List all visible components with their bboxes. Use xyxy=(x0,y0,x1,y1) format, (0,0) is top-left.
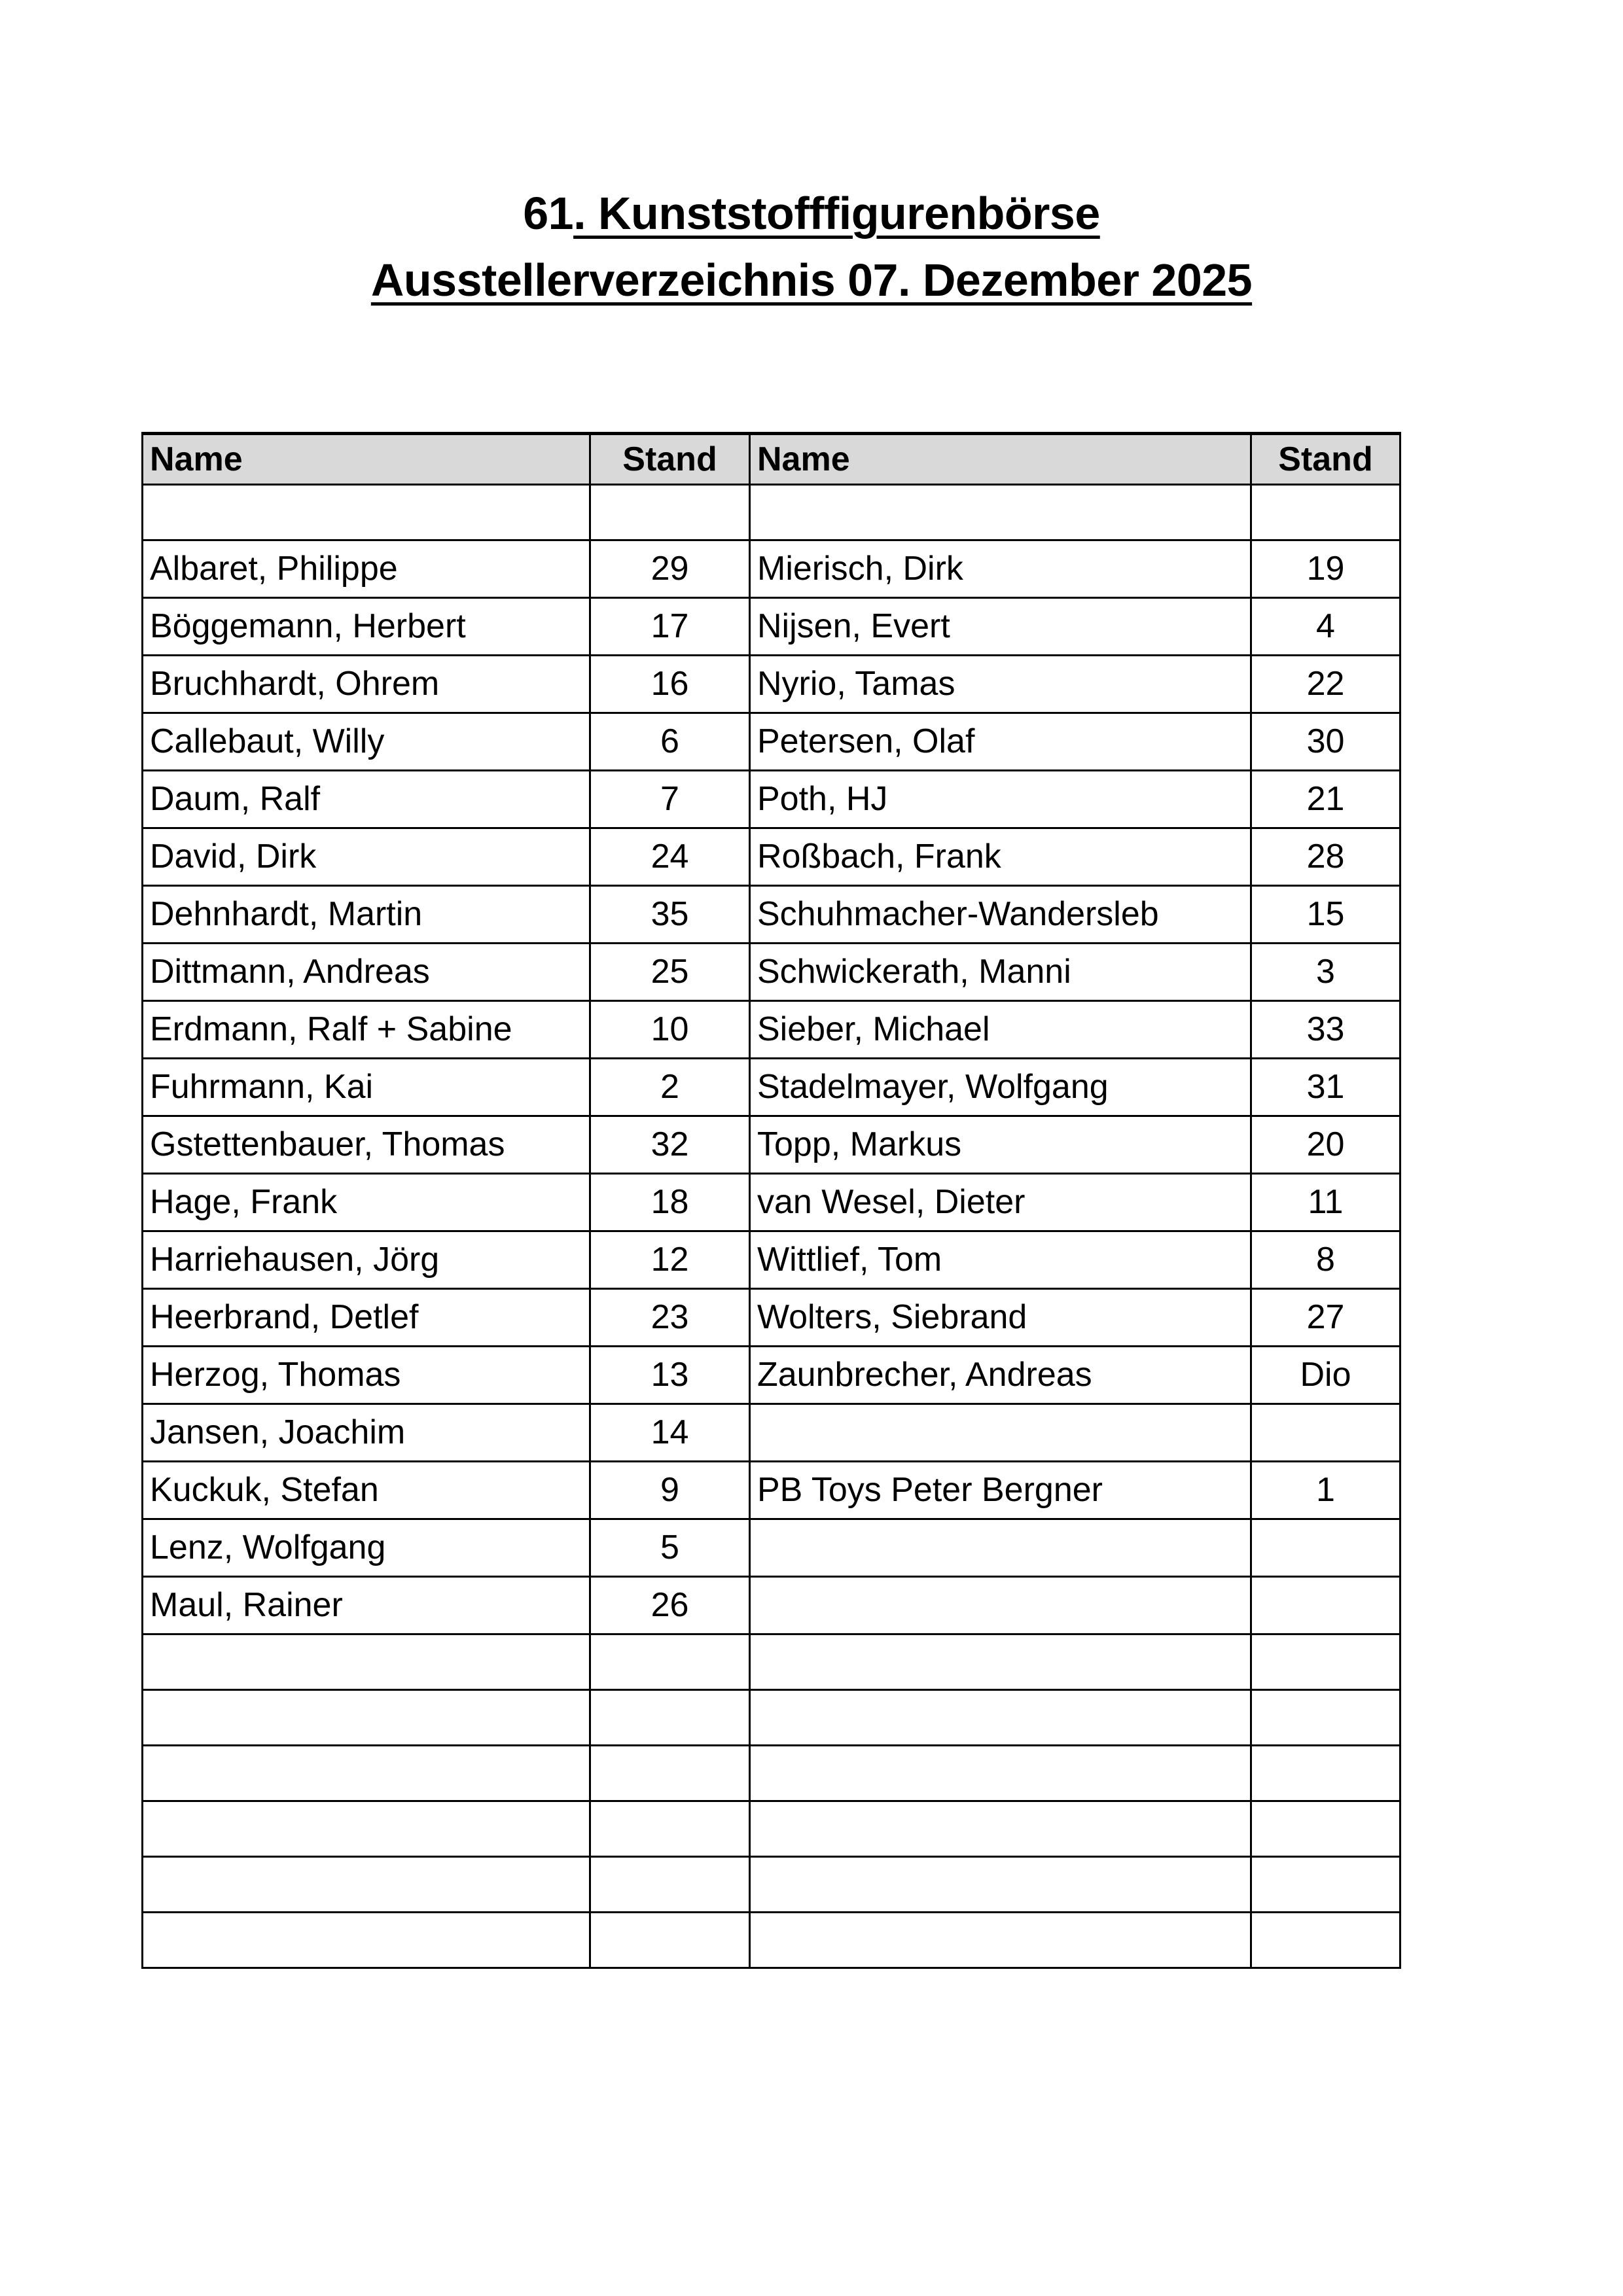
table-row xyxy=(143,886,1400,944)
exhibitor-name-left: Hage, Frank xyxy=(143,1174,590,1231)
exhibitor-name-right xyxy=(750,485,1251,540)
exhibitor-name-right: Mierisch, Dirk xyxy=(750,540,1251,598)
stand-number-left: 2 xyxy=(590,1059,750,1116)
stand-number-left: 18 xyxy=(590,1174,750,1231)
exhibitor-name-right xyxy=(750,1519,1251,1577)
exhibitor-name-left: David, Dirk xyxy=(143,828,590,886)
stand-number-right: 1 xyxy=(1251,1462,1400,1519)
table-row xyxy=(143,1347,1400,1404)
table-row xyxy=(143,771,1400,828)
stand-number-right: 33 xyxy=(1251,1001,1400,1059)
stand-number-right xyxy=(1251,1634,1400,1690)
exhibitor-name-right: Nyrio, Tamas xyxy=(750,656,1251,713)
exhibitor-name-right: Sieber, Michael xyxy=(750,1001,1251,1059)
exhibitor-name-right xyxy=(750,1801,1251,1857)
stand-number-right: 15 xyxy=(1251,886,1400,944)
table-row xyxy=(143,485,1400,540)
table-row xyxy=(143,1857,1400,1913)
table-row xyxy=(143,1690,1400,1746)
table-row xyxy=(143,713,1400,771)
exhibitor-name-left: Kuckuk, Stefan xyxy=(143,1462,590,1519)
stand-number-left: 14 xyxy=(590,1404,750,1462)
exhibitor-name-left: Herzog, Thomas xyxy=(143,1347,590,1404)
stand-number-left: 25 xyxy=(590,944,750,1001)
table-row xyxy=(143,1116,1400,1174)
exhibitor-name-right: Poth, HJ xyxy=(750,771,1251,828)
stand-number-left: 9 xyxy=(590,1462,750,1519)
exhibitor-name-left: Maul, Rainer xyxy=(143,1577,590,1634)
table-row xyxy=(143,656,1400,713)
stand-number-right xyxy=(1251,1577,1400,1634)
stand-number-left: 12 xyxy=(590,1231,750,1289)
header-name-right: Name xyxy=(750,434,1251,485)
exhibitor-name-right: Wittlief, Tom xyxy=(750,1231,1251,1289)
table-row xyxy=(143,1059,1400,1116)
exhibitor-table xyxy=(141,432,1401,1969)
exhibitor-name-left xyxy=(143,1634,590,1690)
stand-number-right xyxy=(1251,1519,1400,1577)
stand-number-left xyxy=(590,1913,750,1968)
stand-number-right: 8 xyxy=(1251,1231,1400,1289)
table-row xyxy=(143,1231,1400,1289)
exhibitor-name-right: Topp, Markus xyxy=(750,1116,1251,1174)
stand-number-right: 30 xyxy=(1251,713,1400,771)
table-row xyxy=(143,1462,1400,1519)
stand-number-left xyxy=(590,1746,750,1801)
table-row xyxy=(143,1174,1400,1231)
subtitle-text: Ausstellerverzeichnis 07. Dezember 2025 xyxy=(370,255,1253,306)
stand-number-right: 31 xyxy=(1251,1059,1400,1116)
exhibitor-name-left xyxy=(143,1801,590,1857)
stand-number-right: 3 xyxy=(1251,944,1400,1001)
table-row xyxy=(143,1001,1400,1059)
table-row xyxy=(143,1801,1400,1857)
exhibitor-name-left: Jansen, Joachim xyxy=(143,1404,590,1462)
exhibitor-name-right: Zaunbrecher, Andreas xyxy=(750,1347,1251,1404)
exhibitor-name-right: Schwickerath, Manni xyxy=(750,944,1251,1001)
stand-number-right: 20 xyxy=(1251,1116,1400,1174)
stand-number-left: 24 xyxy=(590,828,750,886)
title-event-name: . Kunststofffigurenbörse xyxy=(573,188,1100,239)
stand-number-left: 17 xyxy=(590,598,750,656)
exhibitor-name-right xyxy=(750,1577,1251,1634)
document-subtitle xyxy=(0,247,1623,313)
stand-number-left: 6 xyxy=(590,713,750,771)
stand-number-left xyxy=(590,1634,750,1690)
table-header-row xyxy=(143,434,1400,485)
exhibitor-name-left: Harriehausen, Jörg xyxy=(143,1231,590,1289)
stand-number-left xyxy=(590,485,750,540)
stand-number-left xyxy=(590,1857,750,1913)
stand-number-right: 4 xyxy=(1251,598,1400,656)
exhibitor-name-left: Bruchhardt, Ohrem xyxy=(143,656,590,713)
exhibitor-name-right xyxy=(750,1634,1251,1690)
exhibitor-name-left xyxy=(143,485,590,540)
exhibitor-name-left: Gstettenbauer, Thomas xyxy=(143,1116,590,1174)
exhibitor-name-right xyxy=(750,1913,1251,1968)
document-title xyxy=(0,181,1623,246)
table-row xyxy=(143,944,1400,1001)
table-row xyxy=(143,828,1400,886)
exhibitor-name-right xyxy=(750,1857,1251,1913)
stand-number-right: 27 xyxy=(1251,1289,1400,1347)
stand-number-right: 19 xyxy=(1251,540,1400,598)
stand-number-right: 11 xyxy=(1251,1174,1400,1231)
exhibitor-name-right: Schuhmacher-Wandersleb xyxy=(750,886,1251,944)
exhibitor-name-right: Wolters, Siebrand xyxy=(750,1289,1251,1347)
header-stand-right: Stand xyxy=(1251,434,1400,485)
stand-number-left: 16 xyxy=(590,656,750,713)
table-body xyxy=(143,485,1400,1968)
exhibitor-name-left: Daum, Ralf xyxy=(143,771,590,828)
stand-number-right: 21 xyxy=(1251,771,1400,828)
stand-number-right xyxy=(1251,1801,1400,1857)
exhibitor-name-right: Stadelmayer, Wolfgang xyxy=(750,1059,1251,1116)
exhibitor-name-left xyxy=(143,1857,590,1913)
stand-number-left xyxy=(590,1690,750,1746)
table-row xyxy=(143,1289,1400,1347)
stand-number-right xyxy=(1251,1746,1400,1801)
exhibitor-name-right: van Wesel, Dieter xyxy=(750,1174,1251,1231)
stand-number-right: Dio xyxy=(1251,1347,1400,1404)
exhibitor-name-left: Fuhrmann, Kai xyxy=(143,1059,590,1116)
stand-number-right xyxy=(1251,485,1400,540)
table-row xyxy=(143,1634,1400,1690)
table-row xyxy=(143,1746,1400,1801)
stand-number-left: 10 xyxy=(590,1001,750,1059)
table-row xyxy=(143,1404,1400,1462)
table-row xyxy=(143,1577,1400,1634)
table-row xyxy=(143,1519,1400,1577)
stand-number-left: 26 xyxy=(590,1577,750,1634)
exhibitor-name-left: Böggemann, Herbert xyxy=(143,598,590,656)
exhibitor-name-right: Roßbach, Frank xyxy=(750,828,1251,886)
exhibitor-name-left: Heerbrand, Detlef xyxy=(143,1289,590,1347)
exhibitor-name-right: Nijsen, Evert xyxy=(750,598,1251,656)
stand-number-right xyxy=(1251,1913,1400,1968)
exhibitor-name-left: Albaret, Philippe xyxy=(143,540,590,598)
exhibitor-name-left: Erdmann, Ralf + Sabine xyxy=(143,1001,590,1059)
stand-number-right xyxy=(1251,1857,1400,1913)
title-number: 61 xyxy=(523,188,574,239)
stand-number-right xyxy=(1251,1690,1400,1746)
exhibitor-name-right xyxy=(750,1746,1251,1801)
stand-number-left: 13 xyxy=(590,1347,750,1404)
exhibitor-name-right: PB Toys Peter Bergner xyxy=(750,1462,1251,1519)
stand-number-right: 28 xyxy=(1251,828,1400,886)
stand-number-left: 32 xyxy=(590,1116,750,1174)
stand-number-left: 7 xyxy=(590,771,750,828)
table-row xyxy=(143,540,1400,598)
exhibitor-name-left xyxy=(143,1746,590,1801)
table-row xyxy=(143,1913,1400,1968)
exhibitor-name-left xyxy=(143,1690,590,1746)
table-row xyxy=(143,598,1400,656)
stand-number-right xyxy=(1251,1404,1400,1462)
stand-number-right: 22 xyxy=(1251,656,1400,713)
exhibitor-name-left xyxy=(143,1913,590,1968)
exhibitor-name-right xyxy=(750,1404,1251,1462)
exhibitor-name-right xyxy=(750,1690,1251,1746)
stand-number-left: 35 xyxy=(590,886,750,944)
header-name-left: Name xyxy=(143,434,590,485)
stand-number-left: 5 xyxy=(590,1519,750,1577)
exhibitor-name-left: Dittmann, Andreas xyxy=(143,944,590,1001)
exhibitor-name-left: Callebaut, Willy xyxy=(143,713,590,771)
exhibitor-name-left: Dehnhardt, Martin xyxy=(143,886,590,944)
stand-number-left: 23 xyxy=(590,1289,750,1347)
stand-number-left: 29 xyxy=(590,540,750,598)
header-stand-left: Stand xyxy=(590,434,750,485)
exhibitor-name-left: Lenz, Wolfgang xyxy=(143,1519,590,1577)
exhibitor-name-right: Petersen, Olaf xyxy=(750,713,1251,771)
stand-number-left xyxy=(590,1801,750,1857)
